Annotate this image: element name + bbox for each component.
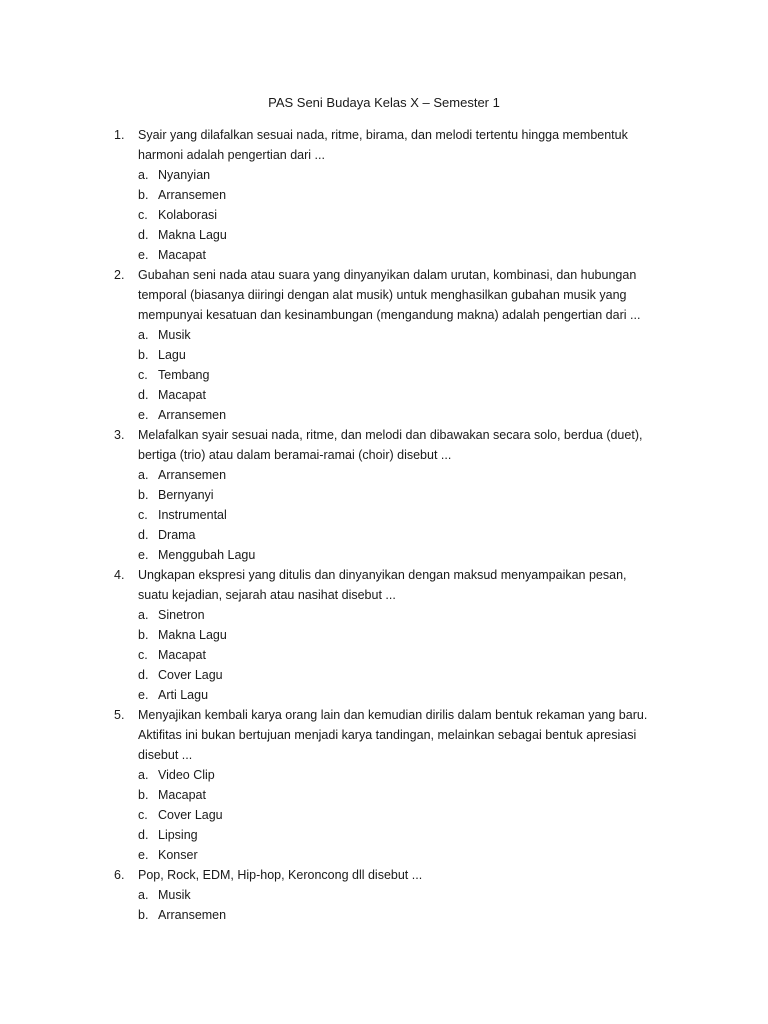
question-5 (114, 705, 659, 865)
option-text: Makna Lagu (158, 628, 227, 642)
option-c (138, 805, 659, 825)
option-letter: c. (138, 808, 148, 822)
option-e (138, 845, 659, 865)
option-letter: b. (138, 348, 149, 362)
option-e (138, 245, 659, 265)
option-b (138, 905, 659, 925)
option-letter: b. (138, 628, 149, 642)
option-b (138, 185, 659, 205)
option-letter: c. (138, 508, 148, 522)
option-letter: a. (138, 768, 149, 782)
question-number: 6. (114, 868, 125, 882)
option-text: Arransemen (158, 468, 227, 482)
question-2 (114, 265, 659, 425)
question-text: Syair yang dilafalkan sesuai nada, ritme, birama, dan melodi tertentu hingga membentuk harmoni adalah pengertian dari ... (138, 128, 628, 162)
option-list (138, 765, 659, 865)
option-a (138, 885, 659, 905)
option-text: Musik (158, 328, 191, 342)
option-text: Video Clip (158, 768, 215, 782)
option-text: Musik (158, 888, 191, 902)
question-text: Pop, Rock, EDM, Hip-hop, Keroncong dll disebut ... (138, 868, 423, 882)
option-text: Lipsing (158, 828, 198, 842)
option-letter: e. (138, 408, 149, 422)
option-letter: c. (138, 208, 148, 222)
option-text: Arransemen (158, 908, 227, 922)
option-text: Macapat (158, 248, 206, 262)
option-a (138, 165, 659, 185)
option-text: Drama (158, 528, 196, 542)
option-b (138, 485, 659, 505)
option-d (138, 825, 659, 845)
option-letter: a. (138, 468, 149, 482)
option-text: Tembang (158, 368, 210, 382)
option-list (138, 605, 659, 705)
option-letter: b. (138, 188, 149, 202)
option-c (138, 365, 659, 385)
option-text: Macapat (158, 648, 206, 662)
option-b (138, 625, 659, 645)
option-letter: c. (138, 368, 148, 382)
page-title: PAS Seni Budaya Kelas X – Semester 1 (268, 95, 500, 110)
option-a (138, 765, 659, 785)
option-a (138, 605, 659, 625)
option-text: Konser (158, 848, 198, 862)
option-c (138, 645, 659, 665)
option-list (138, 165, 659, 265)
question-number: 3. (114, 428, 125, 442)
option-d (138, 525, 659, 545)
question-6 (114, 865, 659, 925)
option-letter: d. (138, 668, 149, 682)
option-letter: b. (138, 908, 149, 922)
option-letter: b. (138, 788, 149, 802)
option-letter: d. (138, 388, 149, 402)
option-c (138, 205, 659, 225)
option-letter: a. (138, 888, 149, 902)
option-text: Arransemen (158, 408, 227, 422)
question-number: 4. (114, 568, 125, 582)
option-a (138, 325, 659, 345)
option-d (138, 665, 659, 685)
option-letter: a. (138, 168, 149, 182)
option-letter: b. (138, 488, 149, 502)
option-d (138, 385, 659, 405)
option-e (138, 405, 659, 425)
option-letter: e. (138, 248, 149, 262)
question-number: 1. (114, 128, 125, 142)
option-d (138, 225, 659, 245)
option-text: Kolaborasi (158, 208, 218, 222)
question-list (114, 125, 659, 925)
option-text: Arransemen (158, 188, 227, 202)
option-text: Arti Lagu (158, 688, 209, 702)
option-text: Sinetron (158, 608, 205, 622)
option-text: Cover Lagu (158, 668, 223, 682)
option-list (138, 325, 659, 425)
option-letter: e. (138, 548, 149, 562)
option-letter: d. (138, 228, 149, 242)
option-letter: e. (138, 688, 149, 702)
option-e (138, 545, 659, 565)
option-c (138, 505, 659, 525)
option-e (138, 685, 659, 705)
option-list (138, 465, 659, 565)
option-text: Lagu (158, 348, 186, 362)
option-text: Menggubah Lagu (158, 548, 256, 562)
question-1 (114, 125, 659, 265)
question-3 (114, 425, 659, 565)
option-b (138, 785, 659, 805)
option-letter: a. (138, 328, 149, 342)
option-letter: c. (138, 648, 148, 662)
option-text: Bernyanyi (158, 488, 214, 502)
option-letter: d. (138, 528, 149, 542)
option-text: Makna Lagu (158, 228, 227, 242)
question-text: Ungkapan ekspresi yang ditulis dan dinyanyikan dengan maksud menyampaikan pesan, suatu kejadian, sejarah atau nasihat disebut ... (138, 568, 627, 602)
option-text: Nyanyian (158, 168, 211, 182)
option-text: Macapat (158, 788, 206, 802)
option-text: Cover Lagu (158, 808, 223, 822)
option-b (138, 345, 659, 365)
option-letter: a. (138, 608, 149, 622)
question-4 (114, 565, 659, 705)
option-letter: d. (138, 828, 149, 842)
question-text: Melafalkan syair sesuai nada, ritme, dan melodi dan dibawakan secara solo, berdua (duet), bertiga (trio) atau dalam beramai-ramai (choir) disebut ... (138, 428, 643, 462)
option-letter: e. (138, 848, 149, 862)
question-number: 2. (114, 268, 125, 282)
option-text: Instrumental (158, 508, 227, 522)
option-text: Macapat (158, 388, 206, 402)
option-list (138, 885, 659, 925)
option-a (138, 465, 659, 485)
question-text: Menyajikan kembali karya orang lain dan kemudian dirilis dalam bentuk rekaman yang baru. Aktifitas ini bukan bertujuan menjadi karya tandingan, melainkan sebagai bentuk apresiasi disebut ... (138, 708, 648, 762)
question-text: Gubahan seni nada atau suara yang dinyanyikan dalam urutan, kombinasi, dan hubungan temporal (biasanya diiringi dengan alat musik) untuk menghasilkan gubahan musik yang mempunyai kesatuan dan kesinambungan (mengandung makna) adalah pengertian dari ... (138, 268, 641, 322)
question-number: 5. (114, 708, 125, 722)
